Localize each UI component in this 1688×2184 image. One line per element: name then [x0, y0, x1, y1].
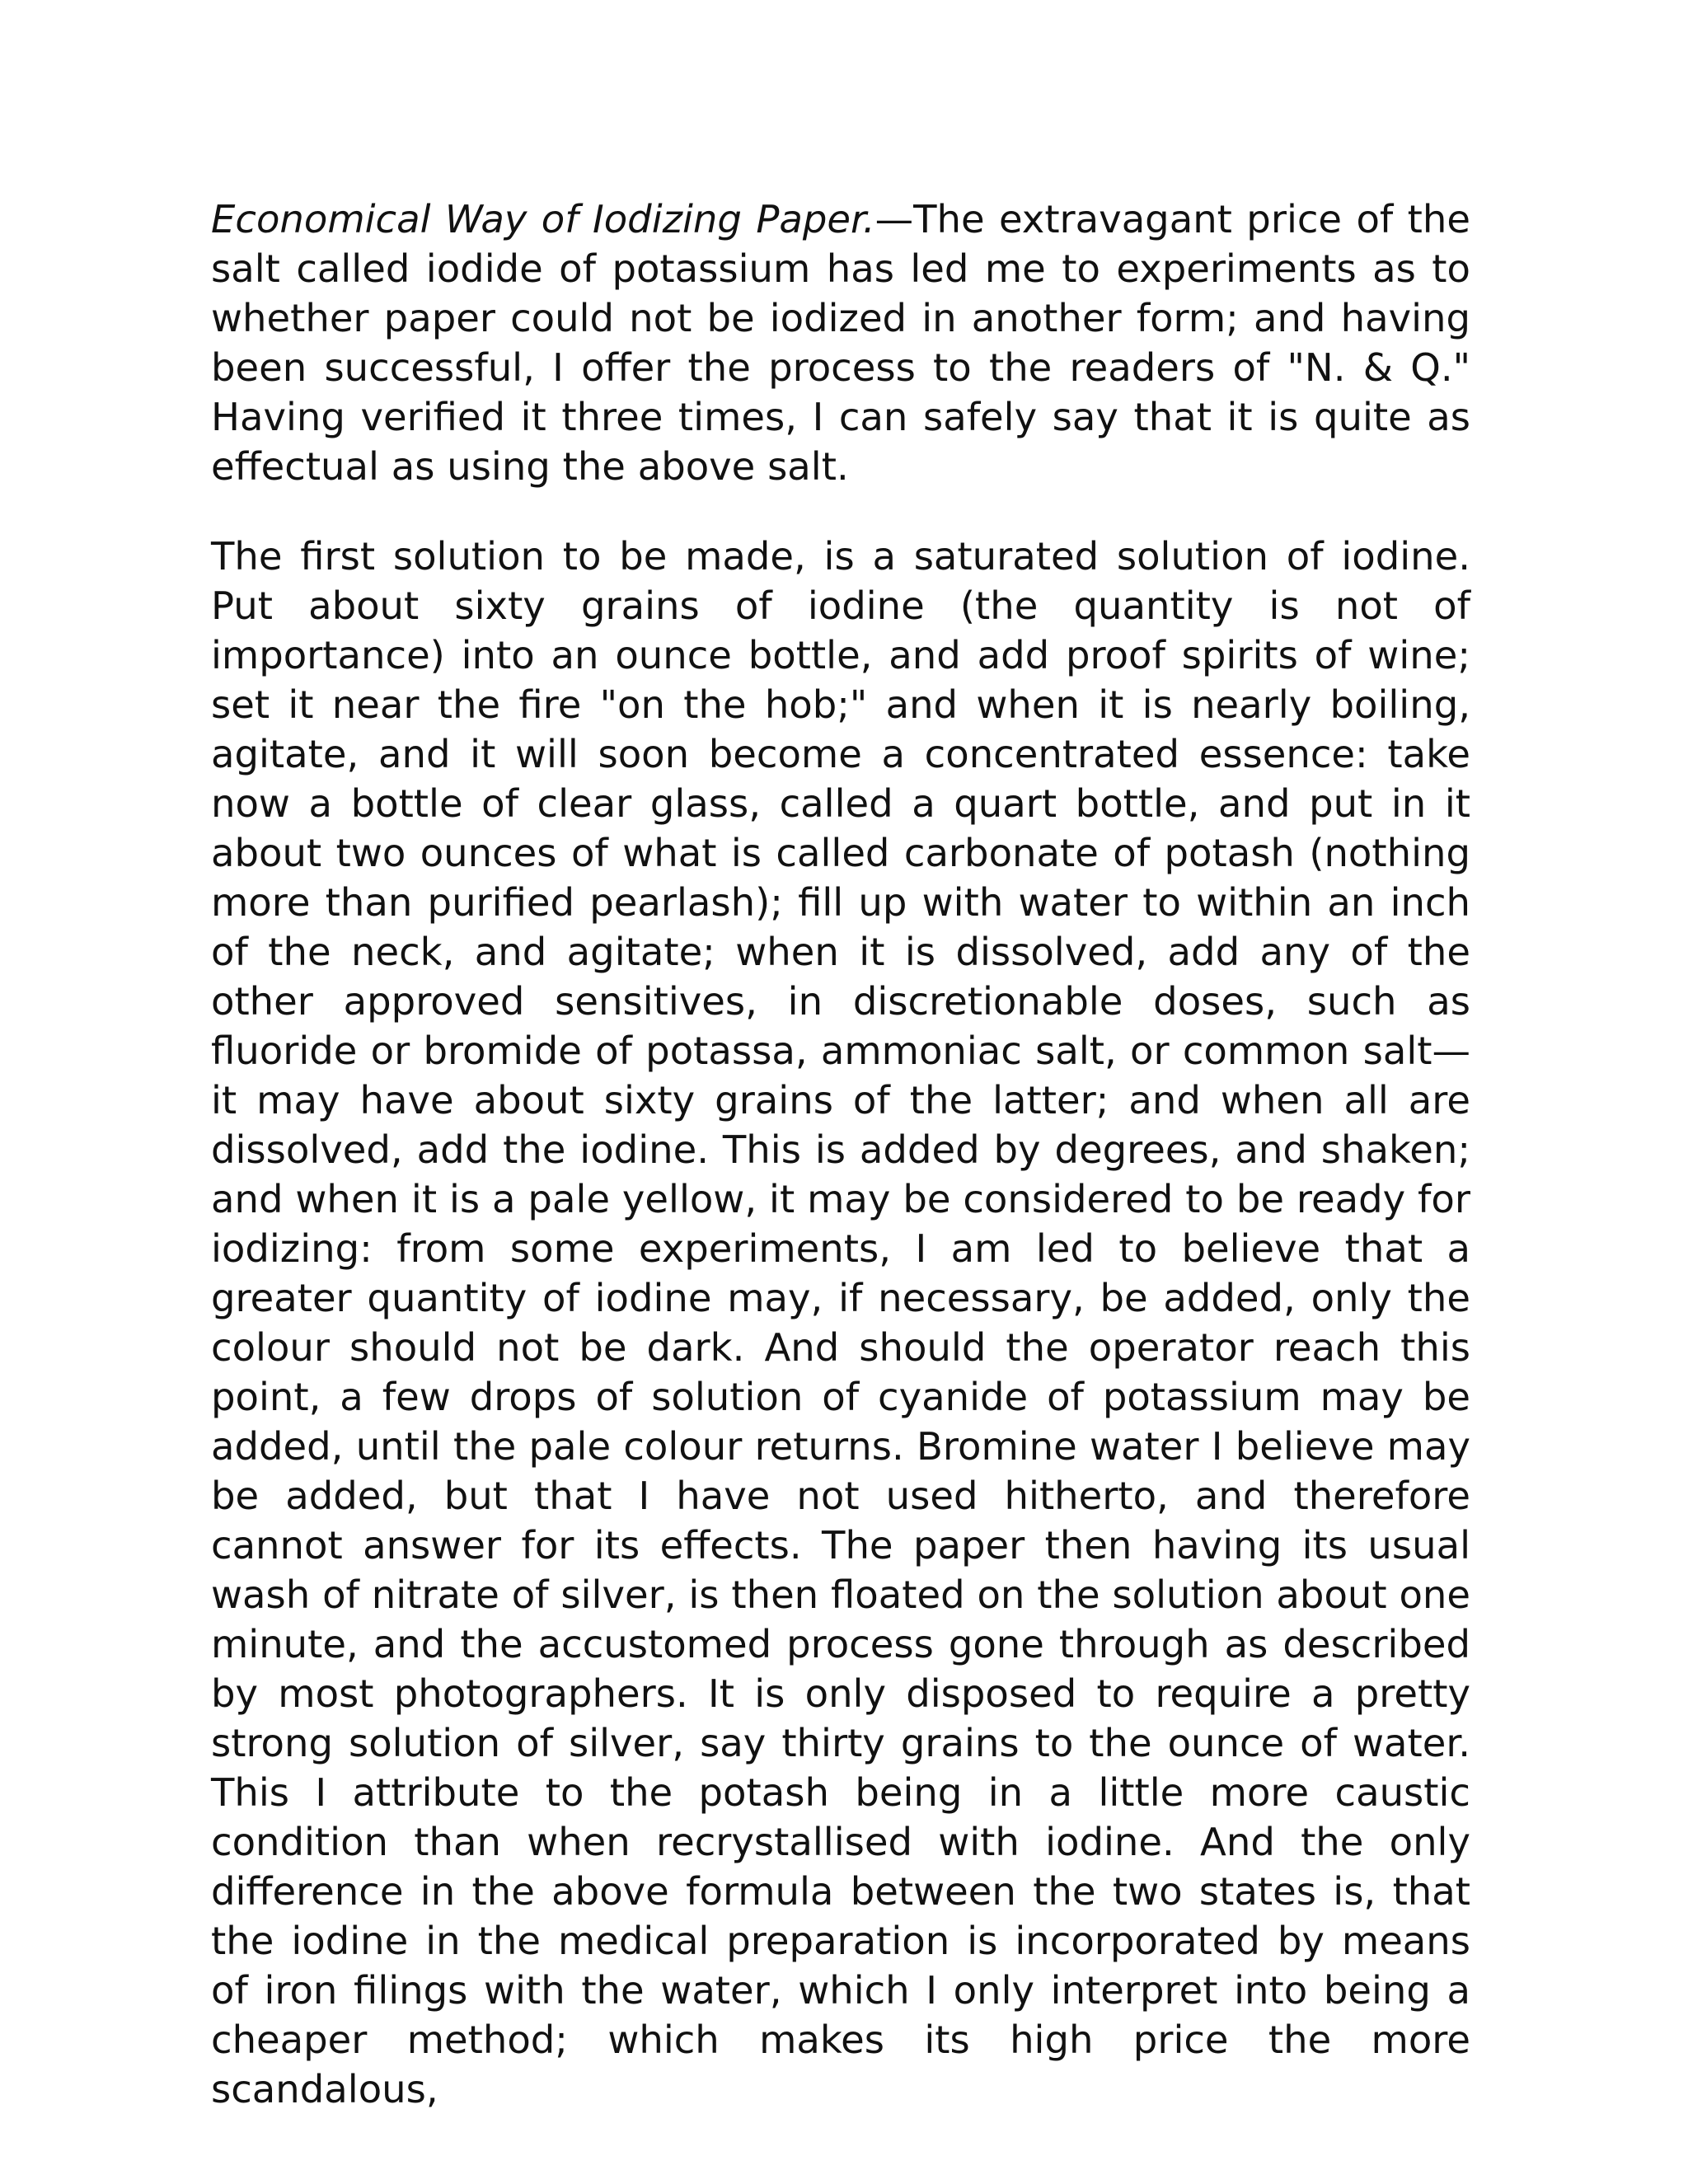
document-page [211, 194, 1470, 2154]
paragraph-2: The first solution to be made, is a saturated solution of iodine. Put about sixty grains of iodine (the quantity is not of importance) into an ounce bottle, and add proof spirits of wine; set it near the fire "on the hob;" and when it is nearly boiling, agitate, and it will soon become a concentrated essence: take now a bottle of clear glass, called a quart bottle, and put in it about two ounces of what is called carbonate of potash (nothing more than purified pearlash); fill up with water to within an inch of the neck, and agitate; when it is dissolved, add any of the other approved sensitives, in discretionable doses, such as fluoride or bromide of potassa, ammoniac salt, or common salt—it may have about sixty grains of the latter; and when all are dissolved, add the iodine. This is added by degrees, and shaken; and when it is a pale yellow, it may be considered to be ready for iodizing: from some experiments, I am led to believe that a greater quantity of iodine may, if necessary, be added, only the colour should not be dark. And should the operator reach this point, a few drops of solution of cyanide of potassium may be added, until the pale colour returns. Bromine water I believe may be added, but that I have not used hitherto, and therefore cannot answer for its effects. The paper then having its usual wash of nitrate of silver, is then floated on the solution about one minute, and the accustomed process gone through as described by most photographers. It is only disposed to require a pretty strong solution of silver, say thirty grains to the ounce of water. This I attribute to the potash being in a little more caustic condition than when recrystallised with iodine. And the only difference in the above formula between the two states is, that the iodine in the medical preparation is incorporated by means of iron filings with the water, which I only interpret into being a cheaper method; which makes its high price the more scandalous, [211, 534, 1470, 2111]
paragraph-1-text: —The extravagant price of the salt called iodide of potassium has led me to experiments as to whether paper could not be iodized in another form; and having been successful, I offer the process to the readers of "N. & Q." Having verified it three times, I can safely say that it is quite as effectual as using the above salt. [211, 197, 1470, 489]
paragraph-1 [211, 194, 1470, 491]
article-lead-title: Economical Way of Iodizing Paper. [211, 197, 875, 241]
